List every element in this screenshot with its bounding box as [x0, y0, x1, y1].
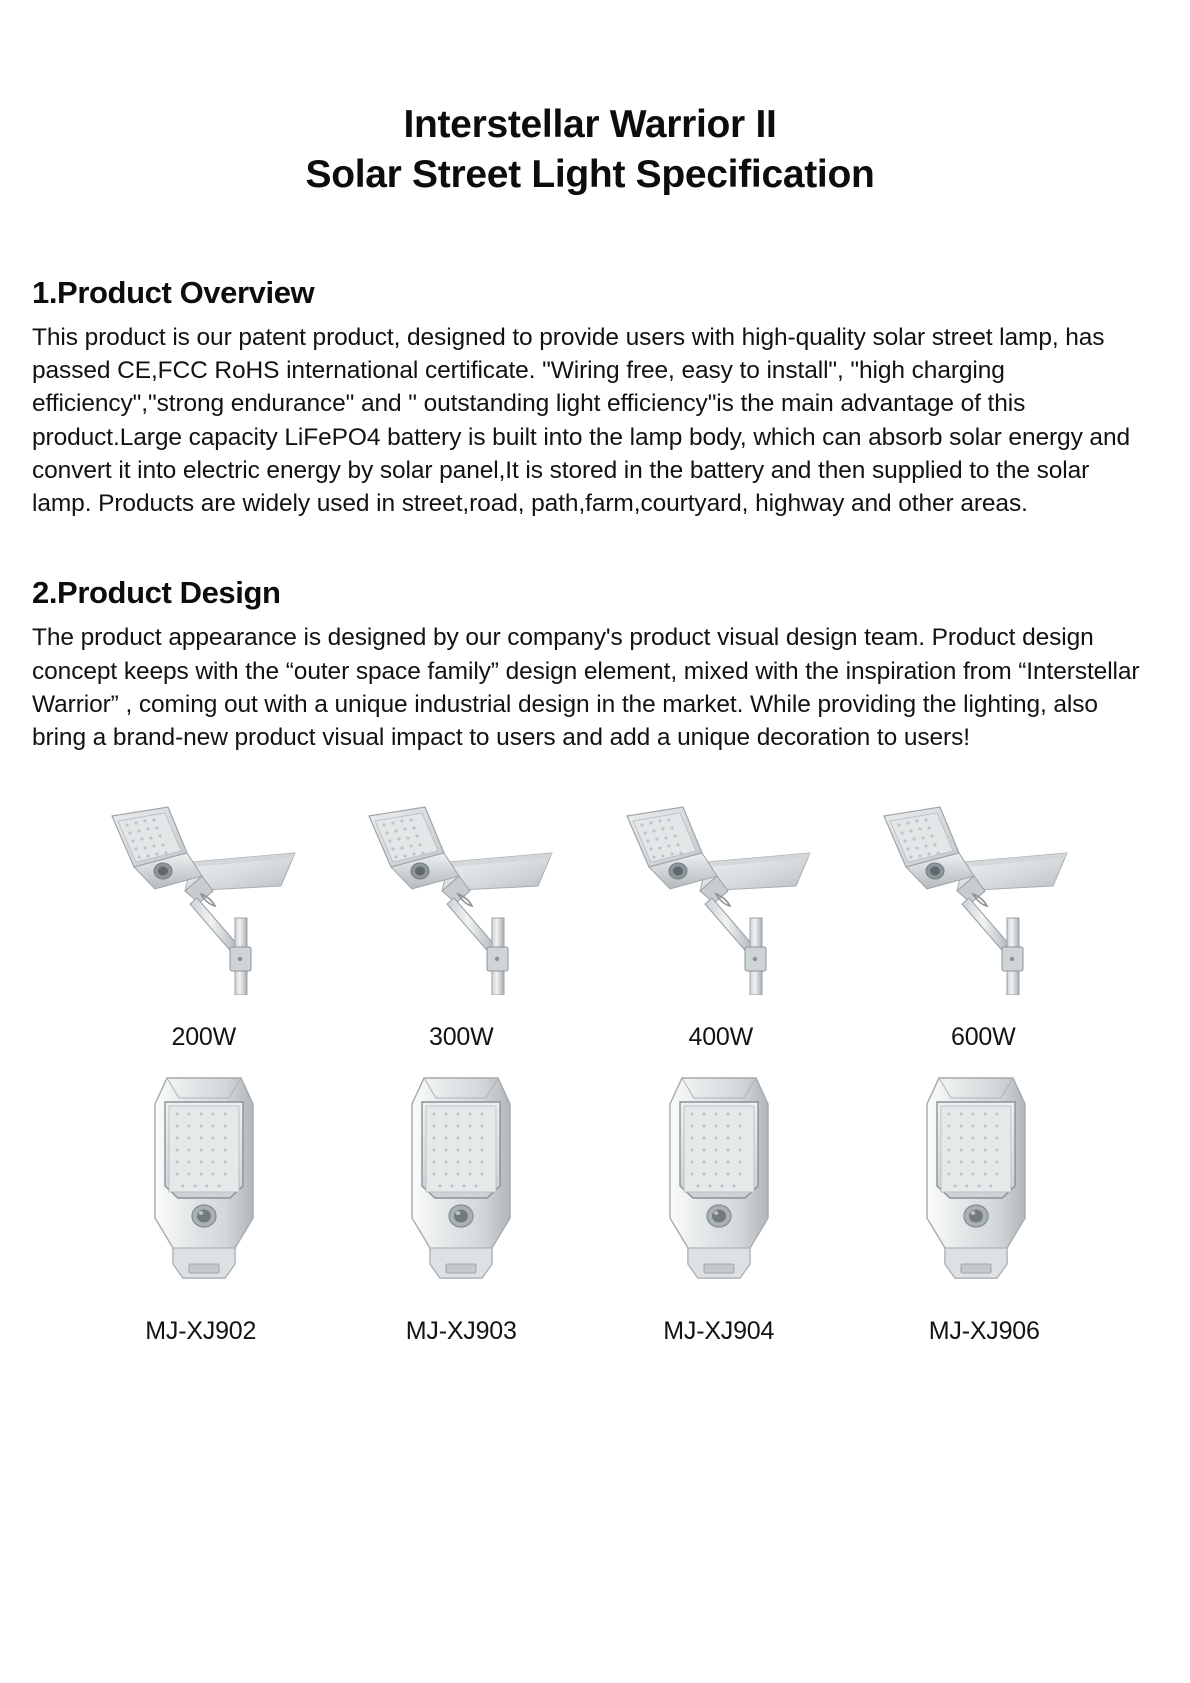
title-line-1: Interstellar Warrior II [403, 103, 777, 146]
solar-street-light-pole-icon [89, 790, 319, 995]
product-caption: MJ-XJ904 [663, 1317, 775, 1346]
product-row-lamp-heads [75, 1068, 1105, 1344]
product-cell [590, 790, 848, 1050]
section-heading-design: 2.Product Design [32, 575, 281, 611]
section-product-overview [32, 274, 1148, 520]
product-caption: MJ-XJ903 [405, 1317, 517, 1346]
product-cell [75, 1068, 333, 1344]
product-cell [848, 790, 1106, 1050]
product-caption: MJ-XJ902 [145, 1317, 257, 1346]
product-cell [848, 1068, 1106, 1344]
product-cell [590, 1068, 848, 1344]
solar-street-light-pole-icon [346, 790, 576, 995]
lamp-head-icon [911, 1068, 1041, 1293]
product-caption: 300W [428, 1023, 494, 1052]
lamp-head-icon [654, 1068, 784, 1293]
product-caption: 400W [688, 1023, 753, 1052]
product-caption: MJ-XJ906 [928, 1317, 1040, 1346]
page-title [32, 100, 1148, 200]
title-line-2: Solar Street Light Specification [305, 152, 875, 196]
product-caption: 200W [171, 1023, 236, 1052]
product-cell [333, 1068, 591, 1344]
product-cell [75, 790, 333, 1050]
solar-street-light-pole-icon [604, 790, 834, 995]
section-heading-overview: 1.Product Overview [32, 274, 315, 310]
product-caption: 600W [950, 1023, 1016, 1052]
section-body-design: The product appearance is designed by our company's product visual design team. Product design concept keeps with the “outer space family” design element, mixed with the inspiration from “Interstellar Warrior” , coming out with a unique industrial design in the market. While providing the lighting, also bring a brand-new product visual impact to users and add a unique decoration to users! [32, 624, 1140, 751]
section-body-overview: This product is our patent product, designed to provide users with high-quality solar street lamp, has passed CE,FCC RoHS international certificate. "Wiring free, easy to install", "high charging efficiency","strong endurance" and " outstanding light efficiency"is the main advantage of this product.Large capacity LiFePO4 battery is built into the lamp body, which can absorb solar energy and convert it into electric energy by solar panel,It is stored in the battery and then supplied to the solar lamp. Products are widely used in street,road, path,farm,courtyard, highway and other areas. [32, 324, 1131, 517]
solar-street-light-pole-icon [861, 790, 1091, 995]
lamp-head-icon [139, 1068, 269, 1293]
section-product-design [32, 574, 1148, 754]
product-row-pole-lamps [75, 790, 1105, 1050]
lamp-head-icon [396, 1068, 526, 1293]
product-cell [333, 790, 591, 1050]
